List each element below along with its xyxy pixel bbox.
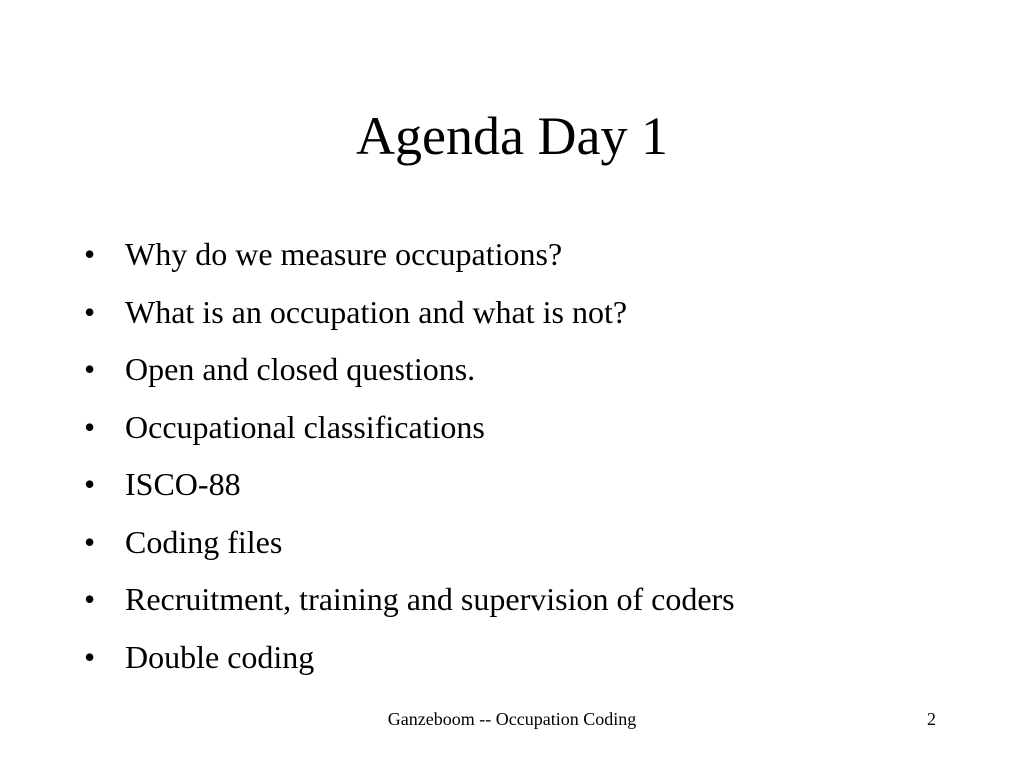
list-item-text: Coding files [125,523,283,560]
list-item [84,514,964,572]
list-item-text: Double coding [125,638,315,675]
list-item [84,399,964,457]
list-item [84,284,964,342]
list-item [84,226,964,284]
bullet-icon: • [84,523,96,560]
list-item [84,456,964,514]
bullet-icon: • [84,236,96,272]
list-item [84,571,964,629]
list-item-text: Recruitment, training and supervision of coders [125,581,735,617]
list-item [84,629,964,687]
bullet-icon: • [84,293,96,330]
bullet-icon: • [84,581,96,617]
page-number: 2 [927,709,936,729]
bullet-icon: • [84,638,96,675]
list-item-text: ISCO-88 [125,466,241,502]
list-item-text: Open and closed questions. [125,351,476,387]
agenda-list [84,226,964,686]
bullet-icon: • [84,408,96,445]
bullet-icon: • [84,351,96,387]
slide-title: Agenda Day 1 [356,106,668,166]
footer-text: Ganzeboom -- Occupation Coding [387,709,637,729]
list-item-text: Why do we measure occupations? [125,236,563,272]
list-item-text: What is an occupation and what is not? [125,293,628,330]
list-item-text: Occupational classifications [125,408,485,445]
list-item [84,341,964,399]
bullet-icon: • [84,466,96,502]
